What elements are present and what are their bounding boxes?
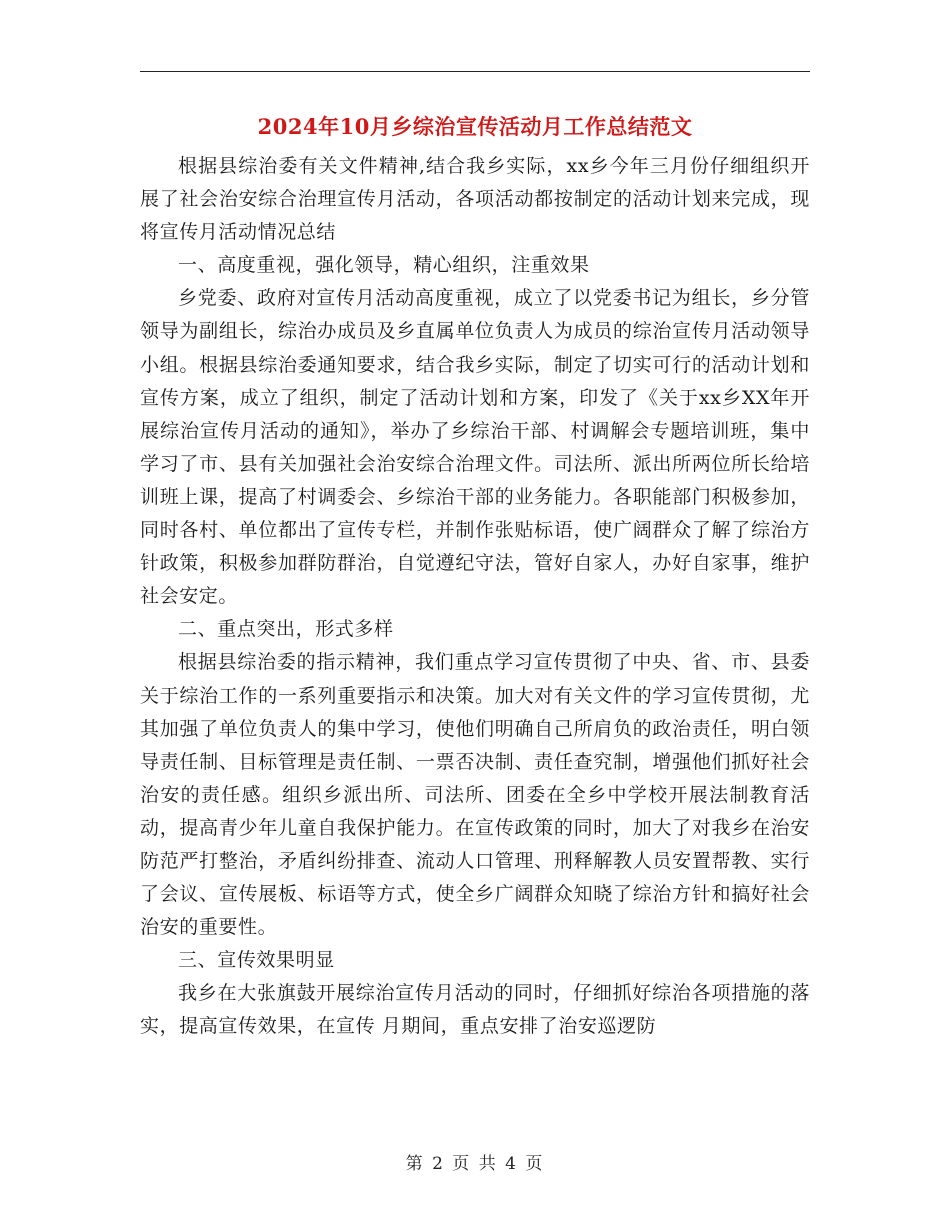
section-heading-1: 一、高度重视，强化领导，精心组织，注重效果: [178, 254, 590, 277]
section-heading-2: 二、重点突出，形式多样: [178, 618, 394, 641]
paragraph-intro: 根据县综治委有关文件精神,结合我乡实际，xx乡今年三月份仔细组织开展了社会治安综合治理宣传月活动，各项活动都按制定的活动计划来完成，现将宣传月活动情况总结: [140, 155, 810, 244]
section-heading-3: 三、宣传效果明显: [178, 949, 335, 972]
paragraph-section-2: 根据县综治委的指示精神，我们重点学习宣传贯彻了中央、省、市、县委关于综治工作的一系列重要指示和决策。加大对有关文件的学习宣传贯彻，尤其加强了单位负责人的集中学习，使他们明确自己所肩负的政治责任，明白领导责任制、目标管理是责任制、一票否决制、责任查究制，增强他们抓好社会治安的责任感。组织乡派出所、司法所、团委在全乡中学校开展法制教育活动，提高青少年儿童自我保护能力。在宣传政策的同时，加大了对我乡在治安防范严打整治，矛盾纠纷排查、流动人口管理、刑释解教人员安置帮教、实行了会议、宣传展板、标语等方式，使全乡广阔群众知晓了综治方针和搞好社会治安的重要性。: [140, 651, 810, 939]
page-number: 第 2 页 共 4 页: [405, 1154, 545, 1174]
paragraph-section-3: 我乡在大张旗鼓开展综治宣传月活动的同时，仔细抓好综治各项措施的落实，提高宣传效果，在宣传 月期间，重点安排了治安巡逻防: [140, 982, 810, 1038]
document-body: [140, 150, 810, 1044]
paragraph-section-1: 乡党委、政府对宣传月活动高度重视，成立了以党委书记为组长，乡分管领导为副组长，综治办成员及乡直属单位负责人为成员的综治宣传月活动领导小组。根据县综治委通知要求，结合我乡实际，制定了切实可行的活动计划和宣传方案，成立了组织，制定了活动计划和方案，印发了《关于xx乡XX年开展综治宣传月活动的通知》，举办了乡综治干部、村调解会专题培训班，集中学习了市、县有关加强社会治安综合治理文件。司法所、派出所两位所长给培训班上课，提高了村调委会、乡综治干部的业务能力。各职能部门积极参加，同时各村、单位都出了宣传专栏，并制作张贴标语，使广阔群众了解了综治方针政策，积极参加群防群治，自觉遵纪守法，管好自家人，办好自家事，维护社会安定。: [140, 287, 810, 608]
header-rule: [140, 71, 810, 72]
document-title: 2024年10月乡综治宣传活动月工作总结范文: [257, 114, 693, 139]
